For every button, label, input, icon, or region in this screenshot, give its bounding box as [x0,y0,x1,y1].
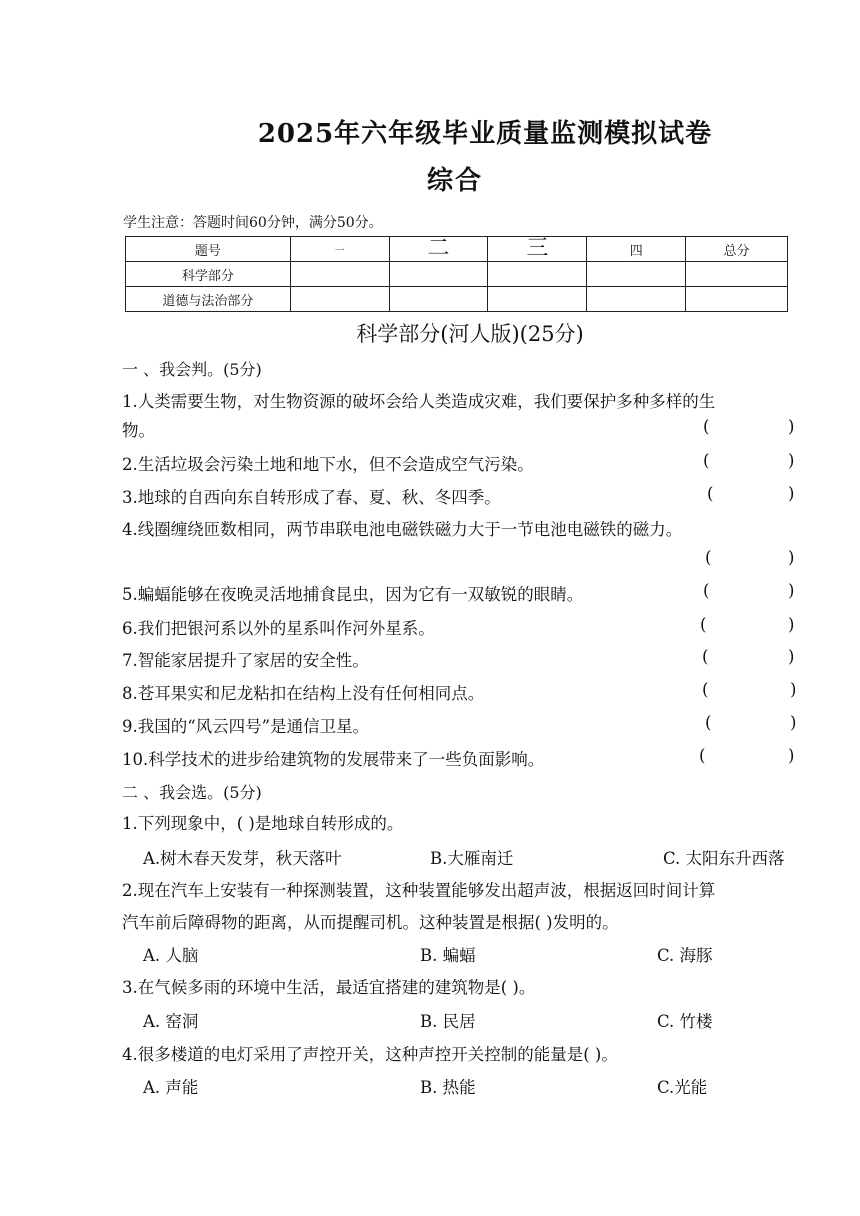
part2-heading: 二 、我会选。(5分) [122,783,262,802]
answer-paren-open[interactable]: ( [707,484,714,503]
score-cell[interactable] [686,262,788,287]
judge-question-6: 6.我们把银河系以外的星系叫作河外星系。 [122,619,435,638]
score-table-row [126,262,788,287]
choice-question-2: 2.现在汽车上安装有一种探测装置，这种装置能够发出超声波，根据返回时间计算 [122,881,716,900]
score-header-cell: 一 [290,237,389,262]
answer-paren-close: ) [790,713,797,732]
judge-question-9: 9.我国的“风云四号”是通信卫星。 [122,717,370,736]
choice-question-1: 1.下列现象中，( )是地球自转形成的。 [122,814,404,833]
answer-paren-open[interactable]: ( [703,581,710,600]
choice-option-a[interactable]: A. 声能 [143,1078,199,1097]
choice-option-a[interactable]: A. 窑洞 [143,1012,199,1031]
student-notice: 学生注意：答题时间60分钟，满分50分。 [123,215,383,231]
answer-paren-close: ) [788,417,795,436]
judge-question-8: 8.苍耳果实和尼龙粘扣在结构上没有任何相同点。 [122,684,485,703]
judge-question-3: 3.地球的自西向东自转形成了春、夏、秋、冬四季。 [122,488,501,507]
answer-paren-close: ) [790,680,797,699]
choice-option-a[interactable]: A.树木春天发芽，秋天落叶 [143,849,342,868]
score-row-label: 科学部分 [126,262,291,287]
score-cell[interactable] [488,262,587,287]
answer-paren-close: ) [788,647,795,666]
exam-title: 2025年六年级毕业质量监测模拟试卷 [257,119,713,149]
answer-paren-close: ) [788,615,795,634]
choice-question-4: 4.很多楼道的电灯采用了声控开关，这种声控开关控制的能量是( )。 [122,1045,618,1064]
choice-option-a[interactable]: A. 人脑 [143,946,199,965]
score-header-cell: 总分 [686,237,788,262]
score-cell[interactable] [488,287,587,312]
score-header-cell: 二 [389,237,488,262]
answer-paren-close: ) [788,548,795,567]
choice-option-b[interactable]: B.大雁南迁 [430,849,514,868]
score-cell[interactable] [686,287,788,312]
score-header-cell: 四 [587,237,686,262]
answer-paren-open[interactable]: ( [703,417,710,436]
choice-question-3: 3.在气候多雨的环境中生活，最适宜搭建的建筑物是( )。 [122,978,536,997]
judge-question-5: 5.蝙蝠能够在夜晚灵活地捕食昆虫，因为它有一双敏锐的眼睛。 [122,585,584,604]
answer-paren-close: ) [788,451,795,470]
answer-paren-open[interactable]: ( [705,548,712,567]
judge-question-4: 4.线圈缠绕匝数相同，两节串联电池电磁铁磁力大于一节电池电磁铁的磁力。 [122,520,683,539]
score-table-header-row [126,237,788,262]
score-cell[interactable] [389,287,488,312]
exam-subtitle: 综合 [426,166,483,196]
answer-paren-open[interactable]: ( [700,615,707,634]
answer-paren-open[interactable]: ( [702,680,709,699]
part1-heading: 一 、我会判。(5分) [122,360,262,379]
choice-option-b[interactable]: B. 民居 [420,1012,476,1031]
choice-option-c[interactable]: C. 竹楼 [657,1012,713,1031]
score-cell[interactable] [389,262,488,287]
score-header-cell: 题号 [126,237,291,262]
score-table-row [126,287,788,312]
choice-option-c[interactable]: C. 海豚 [657,946,713,965]
score-cell[interactable] [587,262,686,287]
choice-option-b[interactable]: B. 蝙蝠 [420,946,476,965]
judge-question-1-cont: 物。 [122,421,155,440]
answer-paren-close: ) [788,484,795,503]
judge-question-7: 7.智能家居提升了家居的安全性。 [122,651,369,670]
choice-option-c[interactable]: C.光能 [657,1078,708,1097]
answer-paren-close: ) [788,581,795,600]
score-cell[interactable] [587,287,686,312]
judge-question-2: 2.生活垃圾会污染土地和地下水，但不会造成空气污染。 [122,455,534,474]
answer-paren-close: ) [788,746,795,765]
score-cell[interactable] [290,262,389,287]
score-table [125,236,788,312]
judge-question-1: 1.人类需要生物，对生物资源的破坏会给人类造成灾难，我们要保护多种多样的生 [122,392,716,411]
section-title-science: 科学部分(河人版)(25分) [356,322,584,346]
answer-paren-open[interactable]: ( [705,713,712,732]
score-row-label: 道德与法治部分 [126,287,291,312]
choice-option-c[interactable]: C. 太阳东升西落 [663,849,785,868]
choice-option-b[interactable]: B. 热能 [420,1078,476,1097]
answer-paren-open[interactable]: ( [699,746,706,765]
choice-question-2-cont: 汽车前后障碍物的距离，从而提醒司机。这种装置是根据( )发明的。 [122,913,619,932]
answer-paren-open[interactable]: ( [702,647,709,666]
score-cell[interactable] [290,287,389,312]
judge-question-10: 10.科学技术的进步给建筑物的发展带来了一些负面影响。 [122,750,545,769]
score-header-cell: 三 [488,237,587,262]
answer-paren-open[interactable]: ( [703,451,710,470]
